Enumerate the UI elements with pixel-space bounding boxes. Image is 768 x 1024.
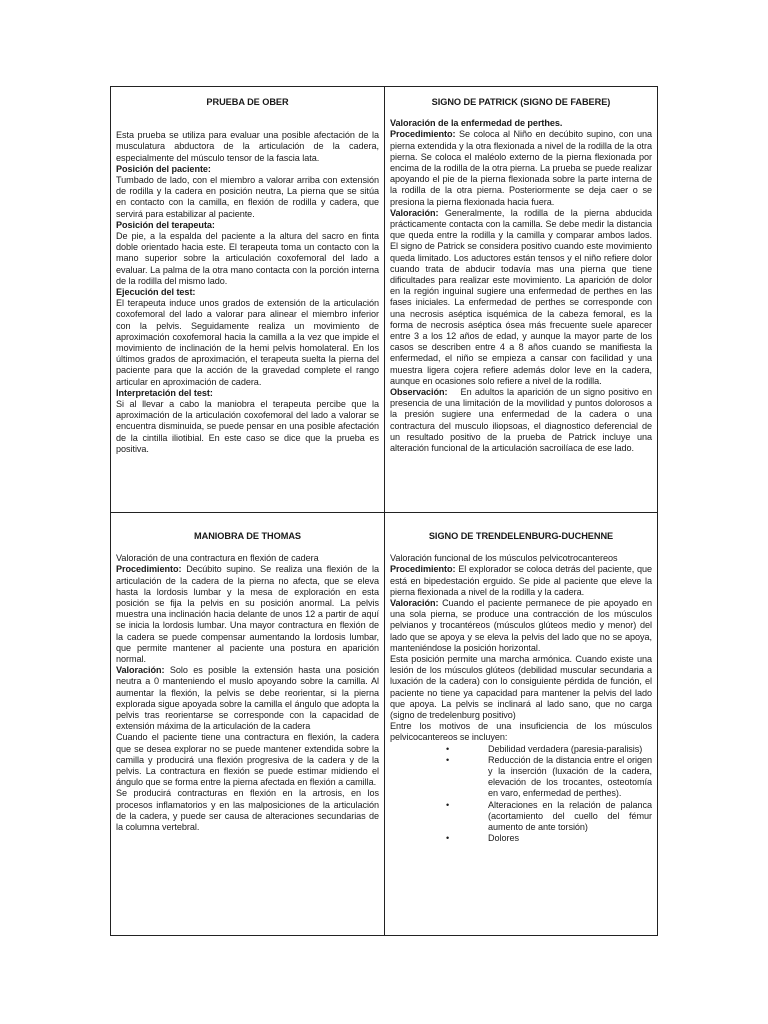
trendelenburg-label-valoracion: Valoración: — [390, 598, 439, 609]
trendelenburg-label-procedimiento: Procedimiento: — [390, 564, 456, 575]
cell-signo-trendelenburg — [385, 513, 657, 935]
trendelenburg-causes-list — [390, 744, 652, 845]
ober-heading-terapeuta: Posición del terapeuta: — [116, 219, 215, 230]
thomas-label-valoracion: Valoración: — [116, 665, 165, 676]
ober-intro: Esta prueba se utiliza para evaluar una posible afectación de la musculatura abductora de la articulación de la cadera, especialmente del músculo tensor de la fascia lata. — [116, 130, 379, 163]
patrick-observacion — [390, 387, 655, 454]
bullet-icon: • — [446, 833, 450, 844]
ober-text-paciente: Tumbado de lado, con el miembro a valorar arriba con extensión de rodilla y la cadera en posición neutra, La pierna que se sitúa en contacto con la camilla, en flexión de rodilla y cadera, que servirá para estabilizar al paciente. — [116, 175, 379, 219]
ober-heading-paciente: Posición del paciente: — [116, 163, 211, 174]
ober-text-terapeuta: De pie, a la espalda del paciente a la altura del sacro en finta doble orientado hacia este. El terapeuta toma un contacto con la mano superior sobre la articulación coxofemoral del lado a evaluar. La palma de la otra mano contacta con la porción interna de la rodilla del mismo lado. — [116, 231, 379, 286]
bullet-icon: • — [446, 754, 450, 765]
list-item: • Dolores — [446, 833, 519, 844]
thomas-paragraph-artrosis: Se producirá contracturas en flexión en la artrosis, en los procesos inflamatorios y en las malposiciones de la articulación de la cadera, y puede ser causa de alteraciones secundarias de la columna vertebral. — [116, 788, 379, 833]
patrick-label-observacion: Observación: — [390, 387, 448, 398]
ober-title: PRUEBA DE OBER — [206, 97, 289, 107]
tests-table — [110, 86, 658, 936]
patrick-text-procedimiento: Se coloca al Niño en decúbito supino, con una pierna extendida y la otra flexionada a nivel de la rodilla de la otra pierna. Se coloca el maléolo externo de la pierna flexionada por encima de la rodilla de la otra pierna. La prueba se puede realizar apoyando el pie de la pierna flexionada sobre la parte interna de la rodilla de la otra pierna. Posteriormente se deja caer o se presiona la pierna flexionada hacia fuera. — [390, 129, 652, 207]
patrick-valoracion — [390, 208, 652, 387]
patrick-text-observacion: En adultos la aparición de un signo positivo en presencia de una limitación de la movilidad y puntos dolorosos a la presión sugiere una enfermedad de la cadera o una contractura del musculo iliopsoas, el diagnostico deferencial de un resultado positivo de la prueba de Patrick incluye una alteración funcional de la articulación sacroilíaca de ese lado. — [390, 387, 655, 454]
patrick-label-valoracion: Valoración: — [390, 207, 439, 218]
thomas-text-valoracion: Solo es posible la extensión hasta una posición neutra a 0 manteniendo el muslo apoyando sobre la camilla. Al aumentar la flexión, la pelvis se debe reorientar, si la pierna explorada sigue apoyada sobre la camilla el ángulo que adopta la pelvis tras reorientarse se corresponde con la capacidad de extensión máxima de la articulación de la cadera — [116, 665, 379, 732]
trendelenburg-procedimiento — [390, 564, 652, 598]
ober-text-interpretacion: Si al llevar a cabo la maniobra el terapeuta percibe que la aproximación de la articulación coxofemoral del lado a valorar se encuentra disminuida, se puede pensar en una posible afectación de la cintilla iliotibial. En este caso se dice que la prueba es positiva. — [116, 399, 379, 454]
bullet-icon: • — [446, 799, 450, 810]
trendelenburg-title: SIGNO DE TRENDELENBURG-DUCHENNE — [428, 531, 614, 541]
trendelenburg-text-procedimiento: El explorador se coloca detrás del paciente, que está en bipedestación erguido. Se pide al paciente que eleve la pierna flexionada a nivel de la rodilla y la cadera. — [390, 564, 652, 597]
ober-text-ejecucion: El terapeuta induce unos grados de extensión de la articulación coxofemoral del lado a valorar para alinear el miembro inferior con la pelvis. Seguidamente realiza un movimiento de aproximación coxofemoral hacia la camilla a la vez que impide el movimiento de inclinación de la hemi pelvis homolateral. En los últimos grados de aproximación, el terapeuta suelta la pierna del paciente para que la acción de la gravedad complete el rango articular en aproximación de cadera. — [116, 298, 379, 387]
trendelenburg-text-valoracion: Cuando el paciente permanece de pie apoyado en una sola pierna, se produce una contracción de los músculos pelvianos y trocantéreos (músculos glúteos medio y menor) del lado que se apoya y se eleva la pelvis del lado que no se apoya, manteniéndose la posición horizontal. — [390, 598, 652, 653]
patrick-heading-valoracion-enfermedad: Valoración de la enfermedad de perthes. — [390, 118, 563, 129]
cell-maniobra-thomas — [111, 513, 384, 935]
thomas-intro: Valoración de una contractura en flexión de cadera — [116, 553, 319, 564]
patrick-title: SIGNO DE PATRICK (SIGNO DE FABERE) — [431, 97, 611, 107]
list-item: • Debilidad verdadera (paresia-paralisis) — [446, 743, 643, 754]
thomas-title: MANIOBRA DE THOMAS — [194, 531, 301, 541]
thomas-paragraph-contractura: Cuando el paciente tiene una contractura en flexión, la cadera que se desea explorar no se puede mantener extendida sobre la camilla y producirá una flexión progresiva de la cadera y de la pelvis. La contractura en flexión se puede estimar midiendo el ángulo que se forma entre la pierna afectada en flexión a camilla. — [116, 732, 379, 788]
patrick-label-procedimiento: Procedimiento: — [390, 129, 456, 140]
list-item: • Reducción de la distancia entre el origen y la inserción (luxación de la cadera, elevación de los trocantes, osteotomía en varo, enfermedad de perthes). — [446, 754, 652, 799]
ober-heading-ejecucion: Ejecución del test: — [116, 287, 196, 298]
thomas-label-procedimiento: Procedimiento: — [116, 564, 182, 575]
cell-prueba-ober — [111, 87, 384, 512]
trendelenburg-paragraph-marcha: Esta posición permite una marcha armónica. Cuando existe una lesión de los músculos glúteos (debilidad muscular secundaria a luxación de la cadera) con lo consiguiente pérdida de función, el paciente no tiene ya capacidad para mantener la pelvis del lado que apoya. La pelvis se inclinará al lado sano, que no carga (signo de tredelenburg positivo) — [390, 654, 652, 721]
thomas-procedimiento — [116, 564, 379, 665]
patrick-procedimiento — [390, 129, 652, 207]
cell-signo-patrick — [385, 87, 657, 512]
trendelenburg-paragraph-motivos: Entre los motivos de una insuficiencia de los músculos pelvicocantereos se incluyen: — [390, 721, 652, 743]
trendelenburg-valoracion — [390, 598, 652, 654]
thomas-valoracion — [116, 665, 379, 732]
list-item: • Alteraciones en la relación de palanca (acortamiento del cuello del fémur aumento de ante torsión) — [446, 799, 652, 833]
ober-heading-interpretacion: Interpretación del test: — [116, 387, 213, 398]
thomas-text-procedimiento: Decúbito supino. Se realiza una flexión de la articulación de la cadera de la pierna no afecta, que se eleva hasta la lordosis lumbar y la mesa de exploración en esta posición se fija la pelvis en su posición anormal. La pelvis muestra una inclinación hacia delante de unos 12 a partir de aquí se inicia la lordosis lumbar. Una mayor contractura en flexión de la cadera se puede compensar aumentando la lordosis lumbar, que permite mantener al paciente una postura en aparición normal. — [116, 564, 379, 665]
trendelenburg-intro: Valoración funcional de los músculos pelvicotrocantereos — [390, 553, 618, 564]
bullet-icon: • — [446, 743, 450, 754]
patrick-text-valoracion: Generalmente, la rodilla de la pierna abducida prácticamente contacta con la camilla. Se debe medir la distancia que queda entre la rodilla y la camilla y comparar ambos lados. El signo de Patrick se considera positivo cuando este movimiento queda limitado. Los aductores están tensos y el niño refiere dolor cuando trata de abducir todavía mas una pierna que tiene dificultades para realizar este movimiento. La aparición de dolor en la región inguinal sugiere una enfermedad de perthes en las fases iniciales. La enfermedad de perthes se corresponde con una necrosis aséptica isquémica de la cabeza femoral, es la forma de necrosis aséptica ósea más frecuente suele aparecer entre 3 a los 12 años de edad, y aunque la mayor parte de los casos se describen entre 4 a 8 años cuando se manifiesta la enfermedad, el niño se empieza a cansar con facilidad y una muestra ligera cojera refiere además dolor leve en la cadera, aunque en ocasiones solo refiere a nivel de la rodilla. — [390, 207, 652, 386]
